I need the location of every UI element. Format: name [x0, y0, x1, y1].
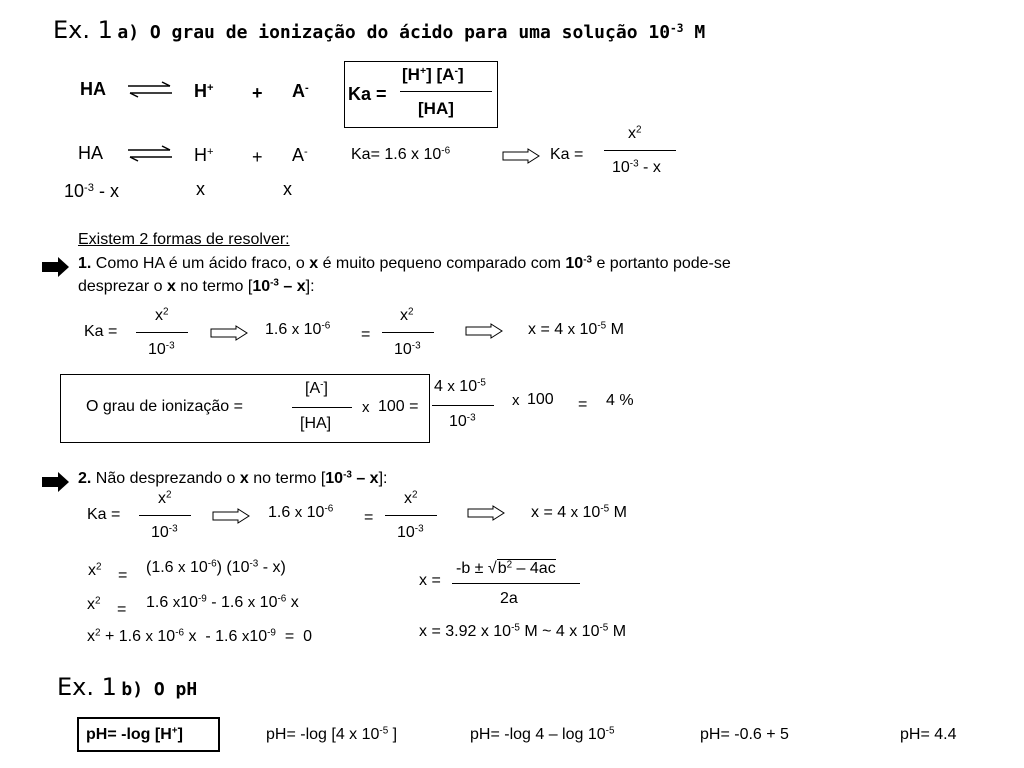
fraction-numerator: $x^2$: [155, 306, 169, 324]
equals-sign: =: [118, 567, 128, 584]
heading-b-text: b) O pH: [121, 679, 198, 700]
method-intro: Existem 2 formas de resolver:: [78, 231, 290, 248]
ionization-result: 4 %: [606, 392, 634, 409]
ph-step-1: pH= -log [4 x $10^{-5}$ ]: [266, 725, 398, 743]
fraction-line: [432, 405, 494, 406]
hundred: 100: [527, 391, 554, 408]
fraction-denominator: $10^{-3}$: [449, 412, 476, 430]
right-arrow-icon: [502, 149, 540, 163]
fraction-line: [452, 583, 580, 584]
equals-sign: =: [578, 396, 588, 413]
quadratic-numerator: $-b \pm √b^2 - 4ac$: [456, 559, 556, 577]
fraction-numerator: [A-]: [305, 379, 328, 397]
fraction-denominator: $10^{-3}$: [394, 340, 421, 358]
right-arrow-icon: [467, 506, 505, 520]
plus-sign: +: [252, 83, 263, 103]
fraction-denominator: $10^{-3}$: [148, 340, 175, 358]
times-sign: x: [362, 399, 370, 416]
product-h-2: H+: [194, 145, 214, 165]
sqrt-symbol: √: [487, 560, 497, 577]
heading-a-prefix: Ex. 1: [53, 16, 113, 44]
method-1-line-1: 1. Como HA é um ácido fraco, o x é muito pequeno comparado com $10^{-3}$ e portanto pode-se: [78, 254, 731, 272]
bullet-arrow-icon: [42, 472, 70, 492]
heading-b-prefix: Ex. 1: [57, 673, 117, 701]
ph-step-2: pH= -log $4 - \log 10^{-5}$: [470, 725, 615, 743]
fraction-line: [139, 515, 191, 516]
heading-a: [53, 18, 705, 42]
plus-sign-2: +: [252, 147, 263, 167]
ph-step-3: pH= -0.6 + 5: [700, 726, 789, 743]
fraction-denominator: $10^{-3}$ - x: [612, 158, 661, 176]
equals-sign: =: [364, 509, 374, 526]
quadratic-result: x = 3.92 x $10^{-5}$ M ~ 4 x $10^{-5}$ M: [419, 622, 627, 640]
eq-row-2-rhs: 1.6 $x10^{-9} - 1.6$ x $10^{-6}$ x: [146, 593, 299, 611]
times-sign: x: [512, 392, 520, 409]
ka-label-calc2: Ka =: [87, 506, 121, 523]
ka-numerator: [H+] [A-]: [402, 65, 464, 84]
right-arrow-icon: [465, 324, 503, 338]
eq-row-1-rhs: (1.6 x $10^{-6}$) $(10^{-3} - x)$: [146, 558, 286, 576]
ka-numeric: 1.6 x $10^{-6}$: [268, 503, 334, 521]
fraction-line: [382, 332, 434, 333]
fraction-numerator: $x^2$: [400, 306, 414, 324]
equilibrium-x-a: x: [283, 179, 292, 199]
ka-label-2: Ka =: [550, 146, 584, 163]
product-h: H+: [194, 81, 214, 101]
fraction-denominator: $10^{-3}$: [151, 523, 178, 541]
heading-a-text: a) O grau de ionização do ácido para uma solução $10^{-3}$ M: [117, 21, 706, 43]
ph-formula: pH= -log [H+]: [86, 725, 183, 743]
fraction-numerator: $x^2$: [628, 124, 642, 142]
product-a-2: A-: [292, 145, 308, 165]
hundred-equals: 100 =: [378, 398, 419, 415]
ka-denominator: [HA]: [418, 99, 454, 118]
initial-concentration: $10^{-3}$ - x: [64, 181, 119, 201]
fraction-denominator: $10^{-3}$: [397, 523, 424, 541]
fraction-numerator: 4 x $10^{-5}$: [434, 377, 486, 395]
eq-row-1-lhs: $x^2$: [88, 561, 102, 579]
fraction-line: [385, 515, 437, 516]
equals-sign: =: [117, 601, 127, 618]
equilibrium-x-h: x: [196, 179, 205, 199]
quadratic-lhs: x =: [419, 572, 441, 589]
ka-value: Ka= 1.6 x $10^{-6}$: [351, 145, 451, 163]
fraction-line: [604, 150, 676, 151]
right-arrow-icon: [212, 509, 250, 523]
fraction-numerator: $x^2$: [404, 489, 418, 507]
eq-row-3: $x^2 + 1.6$ x $10^{-6}$ x - 1.6 $x10^{-9} = 0$: [87, 627, 312, 645]
fraction-denominator: [HA]: [300, 415, 332, 432]
product-a: A-: [292, 81, 309, 101]
ionization-label: O grau de ionização =: [86, 398, 243, 415]
equals-sign: =: [361, 326, 371, 343]
x-result-2: x = 4 x $10^{-5}$ M: [531, 503, 627, 521]
equilibrium-arrow-icon: [128, 146, 174, 162]
bullet-arrow-icon: [42, 257, 70, 277]
ka-numeric: 1.6 x $10^{-6}$: [265, 320, 331, 338]
method-2-line: 2. Não desprezando o x no termo $[10^{-3} - x]$:: [78, 469, 388, 487]
method-1-line-2: desprezar o x no termo $[10^{-3} - x]$:: [78, 277, 315, 295]
ka-label: Ka =: [348, 84, 387, 104]
fraction-line: [136, 332, 188, 333]
reactant-ha-2: HA: [78, 143, 104, 163]
right-arrow-icon: [210, 326, 248, 340]
fraction-numerator: $x^2$: [158, 489, 172, 507]
ka-label-calc1: Ka =: [84, 323, 118, 340]
equilibrium-arrow-icon: [128, 82, 174, 98]
fraction-line: [400, 91, 492, 92]
reactant-ha: HA: [80, 79, 106, 99]
fraction-line: [292, 407, 352, 408]
ph-result: pH= 4.4: [900, 726, 957, 743]
x-result: x = 4 x $10^{-5}$ M: [528, 320, 624, 338]
eq-row-2-lhs: $x^2$: [87, 595, 101, 613]
heading-b: [57, 675, 197, 699]
quadratic-denominator: 2a: [500, 590, 518, 607]
